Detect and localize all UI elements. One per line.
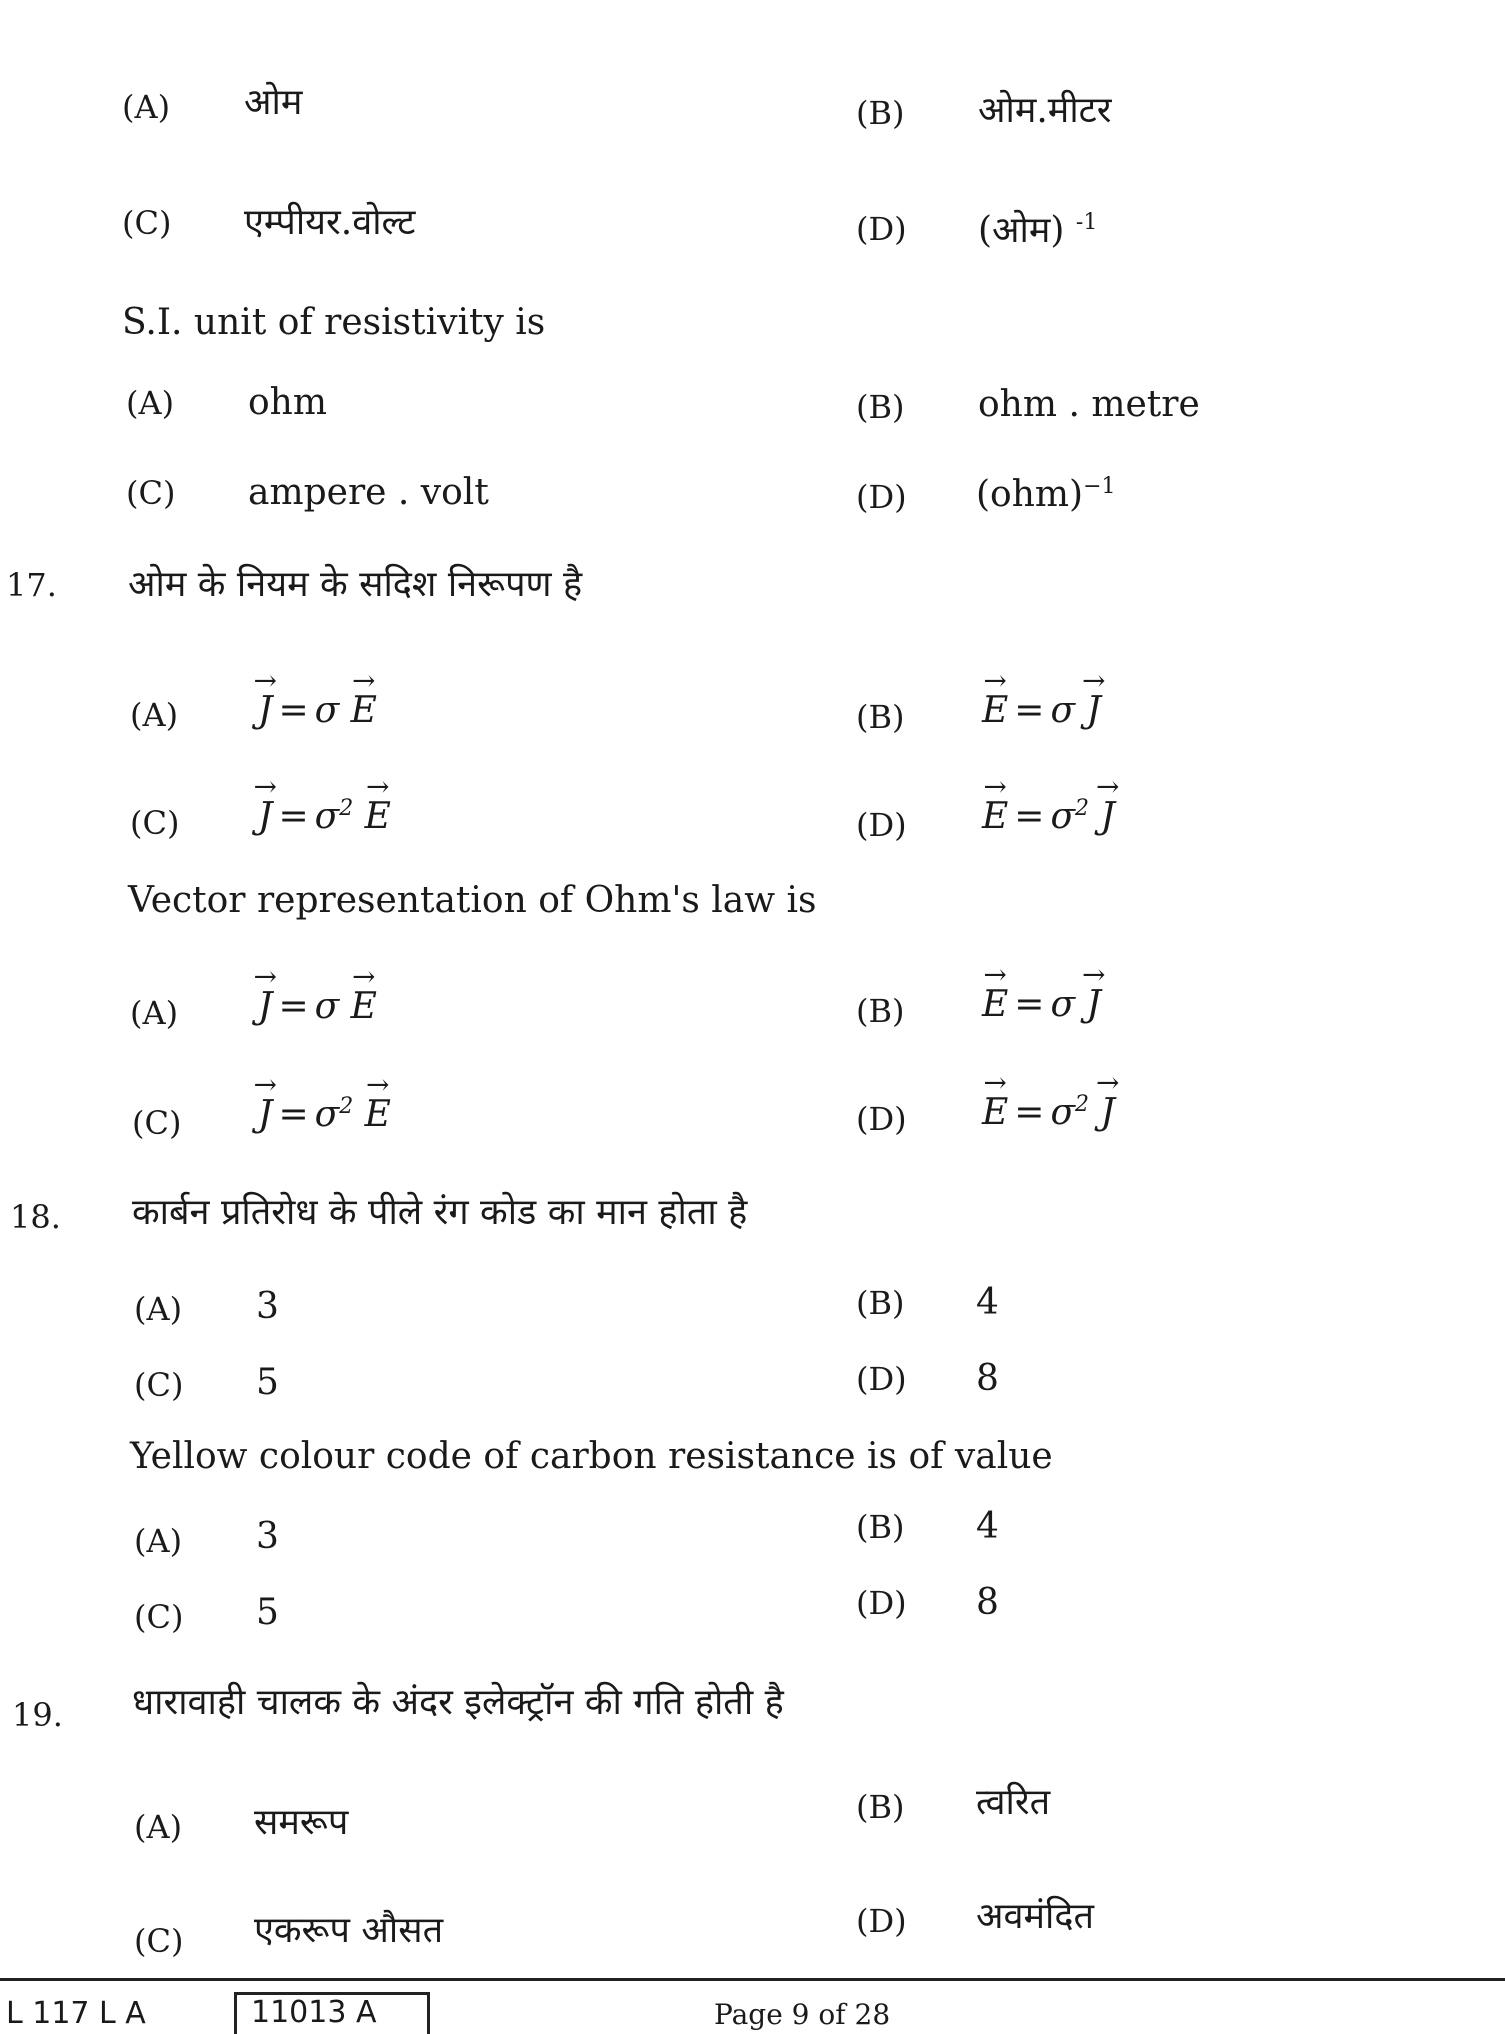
q18-en-option-d-label: (D): [856, 1584, 907, 1622]
q17-en-option-a-label: (A): [130, 994, 179, 1032]
q19-option-a-label: (A): [134, 1808, 183, 1846]
q19-number: 19.: [12, 1696, 63, 1734]
q17-option-d-equation: → $E = \sigma^2 \to J$: [982, 796, 1115, 837]
q17-en-option-c-equation: → $J = \sigma^2 \to E$: [258, 1094, 391, 1135]
q17-option-a-equation: → J = σ → E: [258, 690, 377, 731]
q17-en-option-a-equation: → J = σ → E: [258, 986, 377, 1027]
q18-en-option-b-label: (B): [856, 1508, 905, 1546]
q17-option-c-label: (C): [130, 804, 180, 842]
q16-hi-option-a-label: (A): [122, 88, 171, 126]
q18-en-option-b-text: 4: [976, 1506, 999, 1547]
q16-hi-option-a-text: ओम: [244, 82, 303, 123]
q17-en-option-d-label: (D): [856, 1100, 907, 1138]
q16-en-option-c-label: (C): [126, 474, 176, 512]
q16-en-option-b-text: ohm . metre: [978, 384, 1200, 425]
booklet-code-box: 11013 A: [234, 1992, 430, 2034]
q17-en-option-b-equation: → E = σ → J: [982, 984, 1101, 1025]
q19-option-c-label: (C): [134, 1922, 184, 1960]
q16-en-option-b-label: (B): [856, 388, 905, 426]
q16-hi-option-c-text: एम्पीयर.वोल्ट: [244, 202, 416, 243]
q17-number: 17.: [6, 566, 57, 604]
paper-code: L 117 L A: [6, 1996, 146, 2031]
q17-option-d-label: (D): [856, 806, 907, 844]
q18-en-option-c-text: 5: [256, 1592, 279, 1633]
q17-option-b-label: (B): [856, 698, 905, 736]
q18-option-a-text: 3: [256, 1286, 279, 1327]
q17-option-c-equation: → $J = \sigma^2 \to E$: [258, 796, 391, 837]
q16-hi-option-c-label: (C): [122, 204, 172, 242]
q18-stem-hindi: कार्बन प्रतिरोध के पीले रंग कोड का मान होता है: [132, 1192, 748, 1233]
q16-en-stem: S.I. unit of resistivity is: [122, 302, 546, 343]
q16-en-option-c-text: ampere . volt: [248, 472, 489, 513]
q18-stem-english: Yellow colour code of carbon resistance is of value: [130, 1436, 1053, 1477]
q18-en-option-c-label: (C): [134, 1598, 184, 1636]
q16-en-option-a-text: ohm: [248, 382, 327, 423]
q18-option-d-label: (D): [856, 1360, 907, 1398]
q17-stem-english: Vector representation of Ohm's law is: [128, 880, 817, 921]
q17-option-a-label: (A): [130, 696, 179, 734]
q18-option-b-label: (B): [856, 1284, 905, 1322]
q16-hi-option-d-label: (D): [856, 210, 907, 248]
q16-hi-option-d-text: (ओम) $^{-1}$: [978, 210, 1098, 251]
q18-option-c-label: (C): [134, 1366, 184, 1404]
q17-en-option-d-equation: → $E = \sigma^2 \to J$: [982, 1092, 1115, 1133]
q19-stem-hindi: धारावाही चालक के अंदर इलेक्ट्रॉन की गति होती है: [132, 1682, 784, 1723]
q17-option-b-equation: → E = σ → J: [982, 690, 1101, 731]
q19-option-c-text: एकरूप औसत: [254, 1910, 444, 1951]
page-number: Page 9 of 28: [714, 1998, 891, 2031]
q17-en-option-b-label: (B): [856, 992, 905, 1030]
q16-en-option-a-label: (A): [126, 384, 175, 422]
q19-option-d-text: अवमंदित: [976, 1896, 1095, 1937]
q18-option-d-text: 8: [976, 1358, 999, 1399]
q16-en-option-d-label: (D): [856, 478, 907, 516]
q18-option-c-text: 5: [256, 1362, 279, 1403]
q19-option-b-text: त्वरित: [976, 1782, 1051, 1823]
q19-option-d-label: (D): [856, 1902, 907, 1940]
q18-en-option-a-label: (A): [134, 1522, 183, 1560]
q18-number: 18.: [10, 1198, 61, 1236]
q19-option-a-text: समरूप: [254, 1802, 349, 1843]
q17-stem-hindi: ओम के नियम के सदिश निरूपण है: [128, 564, 583, 605]
footer-divider: [0, 1978, 1505, 1981]
q16-hi-option-b-label: (B): [856, 94, 905, 132]
q18-en-option-d-text: 8: [976, 1582, 999, 1623]
q16-en-option-d-text: (ohm)$^{-1}$: [976, 474, 1116, 515]
q16-hi-option-b-text: ओम.मीटर: [978, 90, 1112, 131]
q19-option-b-label: (B): [856, 1788, 905, 1826]
q18-option-a-label: (A): [134, 1290, 183, 1328]
q17-en-option-c-label: (C): [132, 1104, 182, 1142]
q18-en-option-a-text: 3: [256, 1516, 279, 1557]
q18-option-b-text: 4: [976, 1282, 999, 1323]
